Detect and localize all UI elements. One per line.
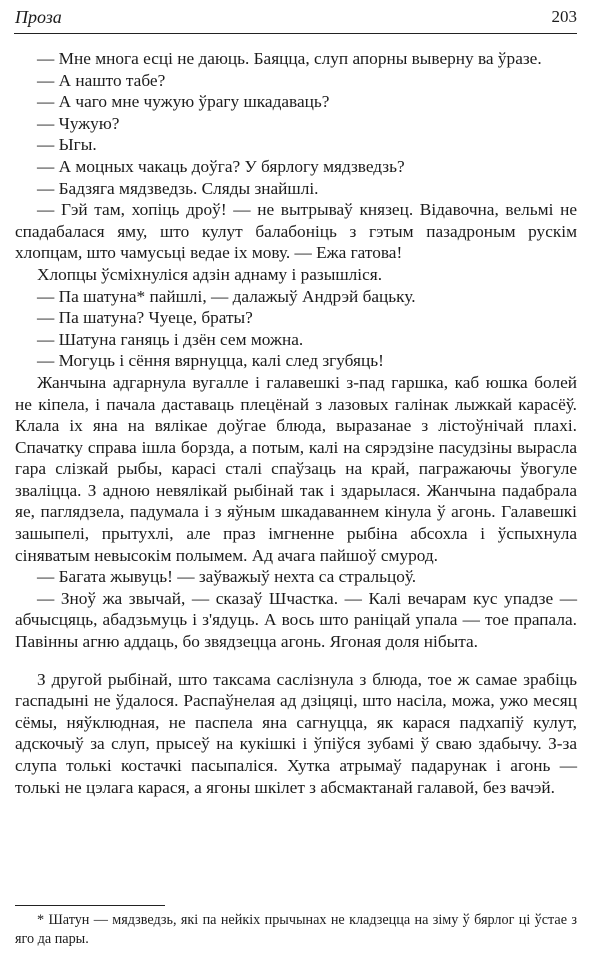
paragraph: — Бадзяга мядзведзь. Сляды знайшлі.	[37, 178, 319, 198]
footnote: * Шатун — мядзведзь, які па нейкіх прычынах не кладзецца на зіму ў бярлог ці ўстае з яго да пары.	[15, 912, 577, 947]
paragraph: — Шатуна ганяць і дзён сем можна.	[37, 329, 304, 349]
paragraph: — Чужую?	[37, 113, 120, 133]
footnote-rule	[15, 905, 165, 906]
paragraph: — Па шатуна? Чуеце, браты?	[37, 308, 253, 328]
section-title: Проза	[15, 7, 62, 27]
paragraph: — Багата жывуць! — заўважыў нехта са стральцоў.	[37, 567, 417, 587]
paragraph: — Зноў жа звычай, — сказаў Шчастка. — Калі вечарам кус упадзе — абчысцяць, абадзьмуць і з'ядуць. А вось што раніцай упала — тое прапала. Павінны агню аддаць, бо звядзецца агонь. Ягоная доля нібыта.	[15, 588, 577, 652]
paragraph: — Па шатуна* пайшлі, — далажыў Андрэй бацьку.	[37, 286, 416, 306]
running-header	[15, 3, 577, 31]
paragraph: Жанчына адгарнула вугалле і галавешкі з-пад гаршка, каб юшка болей не кіпела, і пачала даставаць плецёнай з лазовых галінак лыжкай карасёў. Клала іх яна на вялікае доўгае блюда, выразанае з лістоўнічай плахі. Спачатку справа ішла борзда, а потым, калі на сярэдзіне пасудзіны вырасла гара слізкай рыбы, карасі сталі спаўзаць на край, пагражаючы ўвогуле зваліцца. З адною невялікай рыбінай так і здарылася. Жанчына падабрала яе, паглядзела, падумала і з яўным шкадаваннем кінула ў агонь. Галавешкі зашыпелі, прытухлі, але праз імгненне рыбіна абсохла і ўспыхнула сіняватым невысокім полымем. Ад ачага пайшоў смурод.	[15, 372, 577, 565]
paragraph: З другой рыбінай, што таксама саслізнула з блюда, тое ж самае зрабіць гаспадыні не ўдалося. Распаўнелая ад дзіцяці, што насіла, можа, ужо месяц сёмы, няўклюдная, не паспела яна сагнуцца, як карася падхапіў кулут, адскочыў за слуп, прысеў на кукішкі і ўпіўся зубамі ў сваю здабычу. З-за слупа толькі костачкі пасыпаліся. Хутка атрымаў падарунак і агонь — толькі не цэлага карася, а ягоны шкілет з абсмактанай галавой, без вачэй.	[15, 669, 577, 797]
paragraph: — Могуць і сёння вярнуцца, калі след згубяць!	[37, 351, 384, 371]
paragraph: — Гэй там, хопіць дроў! — не вытрываў князец. Відавочна, вельмі не спадабалася яму, што кулут балабоніць з гэтым пазадроным рускім хлопцам, што чамусьці ведае іх мову. — Ежа гатова!	[15, 200, 577, 263]
paragraph: — Мне многа есці не даюць. Баяцца, слуп апорны выверну ва ўразе.	[37, 49, 542, 68]
paragraph: — А чаго мне чужую ўрагу шкадаваць?	[37, 92, 330, 112]
paragraph: — Ыгы.	[37, 135, 97, 155]
paragraph: — А моцных чакаць доўга? У бярлогу мядзведзь?	[37, 156, 405, 176]
paragraph: — А нашто табе?	[37, 70, 166, 90]
header-rule	[14, 33, 577, 34]
page-number: 203	[551, 7, 577, 26]
body-text	[15, 48, 577, 798]
paragraph: Хлопцы ўсміхнуліся адзін аднаму і разышліся.	[37, 264, 383, 284]
